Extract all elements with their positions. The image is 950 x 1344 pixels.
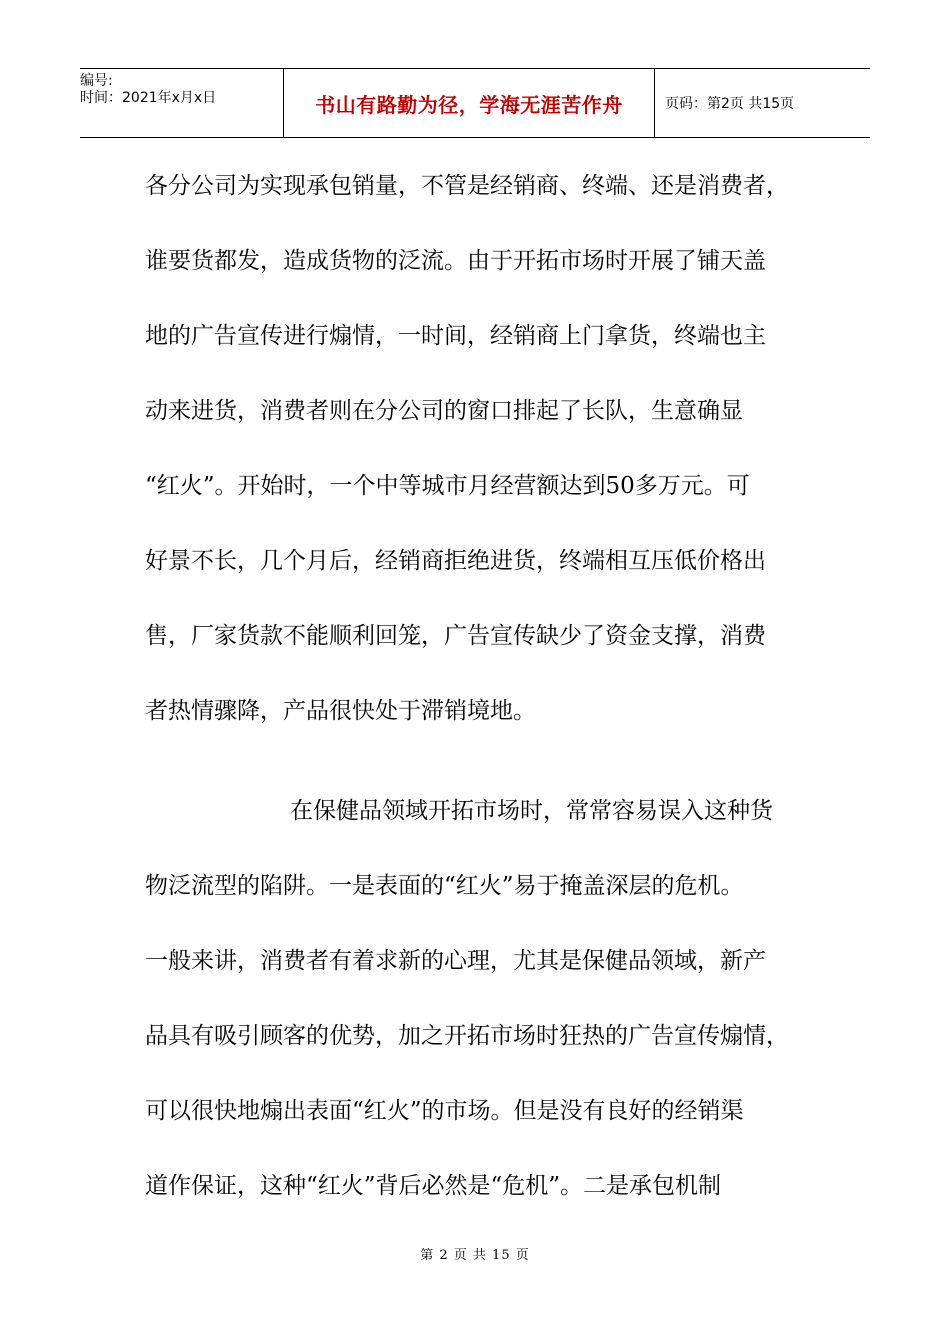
page-footer: 第 2 页 共 15 页: [420, 1248, 530, 1263]
header-motto: 书山有路勤为径，学海无涯苦作舟: [283, 69, 655, 137]
paragraph-2: [145, 785, 805, 1235]
text-line: 物泛流型的陷阱。一是表面的“红火”易于掩盖深层的危机。: [145, 873, 744, 899]
text-line: 地的广告宣传进行煽情，一时间，经销商上门拿货，终端也主: [145, 323, 766, 349]
text-line: “红火”。开始时，一个中等城市月经营额达到50多万元。可: [145, 473, 750, 499]
text-line: 在保健品领域开拓市场时，常常容易误入这种货: [290, 798, 773, 824]
header-page-code: 页码：第2页 共15页: [665, 96, 795, 112]
document-number-label: 编号:: [80, 73, 113, 89]
document-body: [145, 160, 805, 1235]
text-line: 品具有吸引顾客的优势，加之开拓市场时狂热的广告宣传煽情，: [145, 1023, 789, 1049]
text-line: 者热情骤降，产品很快处于滞销境地。: [145, 698, 536, 724]
text-line: 动来进货，消费者则在分公司的窗口排起了长队，生意确显: [145, 398, 743, 424]
page-header: [80, 68, 870, 138]
text-line: 各分公司为实现承包销量，不管是经销商、终端、还是消费者，: [145, 173, 789, 199]
text-line: 谁要货都发，造成货物的泛流。由于开拓市场时开展了铺天盖: [145, 248, 766, 274]
text-line: 好景不长，几个月后，经销商拒绝进货，终端相互压低价格出: [145, 548, 766, 574]
header-meta: [80, 69, 283, 137]
paragraph-gap: [145, 760, 805, 785]
text-line: 一般来讲，消费者有着求新的心理，尤其是保健品领域，新产: [145, 948, 766, 974]
text-line: 道作保证，这种“红火”背后必然是“危机”。二是承包机制: [145, 1173, 722, 1199]
document-date: 时间：2021年x月x日: [80, 90, 217, 106]
paragraph-1: [145, 160, 805, 760]
text-line: 可以很快地煽出表面“红火”的市场。但是没有良好的经销渠: [145, 1098, 744, 1124]
text-line: 售，厂家货款不能顺利回笼，广告宣传缺少了资金支撑，消费: [145, 623, 766, 649]
